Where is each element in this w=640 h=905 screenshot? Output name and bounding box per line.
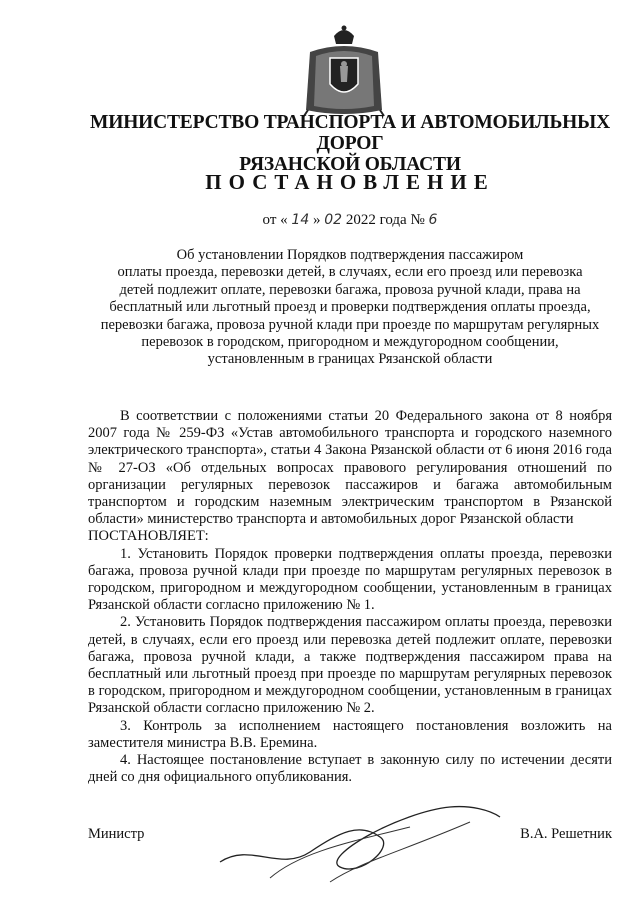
subject-line: установленным в границах Рязанской области	[207, 351, 493, 368]
handwritten-signature	[210, 782, 510, 892]
date-prefix: от «	[262, 212, 288, 228]
signer-name: В.А. Решетник	[520, 826, 612, 842]
subject-line: перевозок в городском, пригородном и междугородном сообщении,	[141, 334, 559, 351]
ryazan-coat-of-arms-icon	[300, 22, 388, 118]
document-dateline	[60, 212, 640, 229]
decree-word: ПОСТАНОВЛЯЕТ:	[88, 528, 209, 545]
preamble-paragraph: В соответствии с положениями статьи 20 Федерального закона от 8 ноября 2007 года № 259-ФЗ «Устав автомобильного транспорта и городского наземного электрического транспорта», статьи 4 Закона Рязанской области от 6 июня 2016 года № 27-ОЗ «Об отдельных вопросах правового регулирования отношений по организации регулярных перевозок пассажиров и багажа автомобильным транспортом и городским наземным электрическим транспортом в Рязанской области» министерство транспорта и автомобильных дорог Рязанской области	[88, 408, 612, 528]
clause-4: 4. Настоящее постановление вступает в законную силу по истечении десяти дней со дня официального опубликования.	[88, 752, 612, 786]
date-day-handwritten: 14	[291, 212, 310, 228]
date-mid: »	[312, 212, 321, 228]
date-month-handwritten: 02	[324, 212, 343, 228]
ministry-line-1: МИНИСТЕРСТВО ТРАНСПОРТА И АВТОМОБИЛЬНЫХ ДОРОГ	[90, 112, 610, 154]
ministry-heading	[60, 112, 640, 175]
subject-line: бесплатный или льготный проезд и проверки подтверждения оплаты проезда,	[109, 299, 591, 316]
document-subject	[80, 247, 620, 369]
subject-line: оплаты проезда, перевозки детей, в случаях, если его проезд или перевозка	[117, 264, 583, 281]
date-year-text: 2022 года №	[345, 212, 425, 228]
clause-1: 1. Установить Порядок проверки подтверждения оплаты проезда, перевозки багажа, провоза ручной клади при проезде по маршрутам регулярных перевозок в городском, пригородном и междугородном сообщении, установленным в границах Рязанской области согласно приложению № 1.	[88, 545, 612, 614]
subject-line: детей подлежит оплате, перевозки багажа, провоза ручной клади, права на	[119, 281, 581, 298]
subject-line: Об установлении Порядков подтверждения пассажиром	[176, 247, 524, 263]
clause-2: 2. Установить Порядок подтверждения пассажиром оплаты проезда, перевозки детей, в случаях, если его проезд или перевозка детей подлежит оплате, перевозки багажа, провоза ручной клади, а также подтверждения пассажиром права на бесплатный или льготный проезд при проезде по маршрутам регулярных перевозок в городском, пригородном и междугородном сообщении, установленным в границах Рязанской области согласно приложению № 2.	[88, 614, 612, 717]
clause-3: 3. Контроль за исполнением настоящего постановления возложить на заместителя министра В.В. Еремина.	[88, 717, 612, 751]
signer-position: Министр	[88, 826, 145, 842]
document-body	[88, 408, 612, 786]
subject-line: перевозки багажа, провоза ручной клади при проезде по маршрутам регулярных	[100, 316, 600, 333]
document-number-handwritten: 6	[428, 212, 438, 228]
document-type: ПОСТАНОВЛЕНИЕ	[205, 170, 495, 194]
ministry-line-2: РЯЗАНСКОЙ ОБЛАСТИ	[239, 154, 461, 175]
